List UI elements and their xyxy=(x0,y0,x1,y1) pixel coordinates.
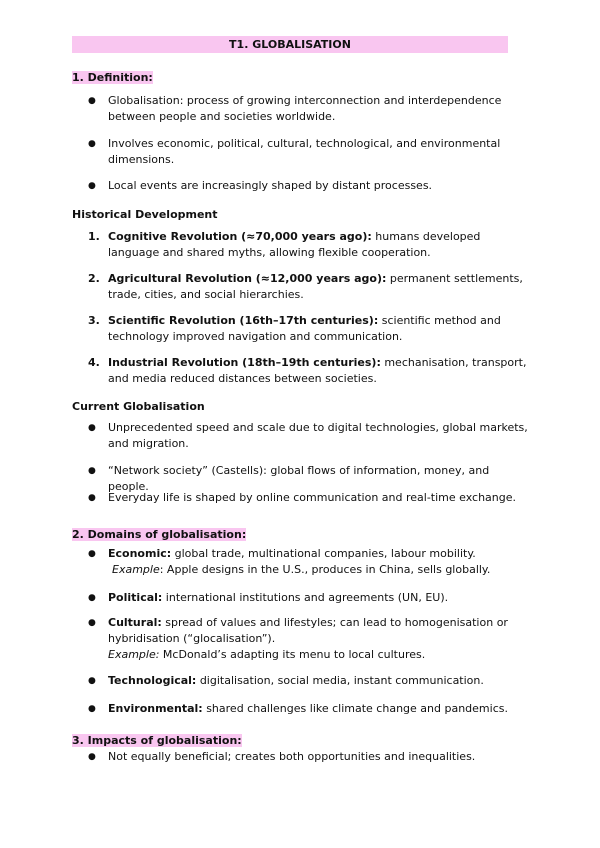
domain-economic-example-label: Example xyxy=(112,563,160,576)
domain-economic-example-text: : Apple designs in the U.S., produces in China, sells globally. xyxy=(159,563,491,576)
bullet-icon: ● xyxy=(88,752,96,762)
domain-environmental-bold: Environmental: xyxy=(108,702,203,715)
domain-economic xyxy=(108,546,528,578)
historical-item-2-text: permanent settlements, trade, cities, and social hierarchies. xyxy=(108,272,523,301)
historical-num-4: 4. xyxy=(88,356,100,369)
definition-bullet-2: Involves economic, political, cultural, technological, and environmental dimensions. xyxy=(108,137,501,166)
domain-cultural-example xyxy=(108,648,425,661)
bullet-icon: ● xyxy=(88,676,96,686)
historical-num-3: 3. xyxy=(88,314,100,327)
domain-cultural-bold: Cultural: xyxy=(108,616,162,629)
historical-item-1-text: humans developed language and shared myths, allowing flexible cooperation. xyxy=(108,230,481,259)
current-bullet-3: Everyday life is shaped by online communication and real-time exchange. xyxy=(108,491,517,504)
impacts-heading xyxy=(72,733,242,749)
domains-heading xyxy=(72,527,246,543)
current-bullet-2: “Network society” (Castells): global flows of information, money, and people. xyxy=(108,464,490,493)
bullet-icon: ● xyxy=(88,139,96,149)
bullet-icon: ● xyxy=(88,549,96,559)
domain-political-text: international institutions and agreements (UN, EU). xyxy=(162,591,449,604)
bullet-icon: ● xyxy=(88,423,96,433)
domain-technological-bold: Technological: xyxy=(108,674,197,687)
domain-environmental xyxy=(108,701,528,717)
definition-bullet-3: Local events are increasingly shaped by distant processes. xyxy=(108,179,433,192)
domain-cultural-text: spread of values and lifestyles; can lead to homogenisation or hybridisation (“glocalisation”). xyxy=(108,616,508,645)
definition-heading-text: 1. Definition: xyxy=(72,71,153,84)
historical-item-2-bold: Agricultural Revolution (≈12,000 years ago): xyxy=(108,272,387,285)
historical-item-1 xyxy=(108,229,528,261)
domain-technological-text: digitalisation, social media, instant communication. xyxy=(196,674,484,687)
bullet-icon: ● xyxy=(88,493,96,503)
current-bullet-1: Unprecedented speed and scale due to digital technologies, global markets, and migration. xyxy=(108,421,528,450)
domain-cultural-example-label: Example: xyxy=(108,648,160,661)
definition-heading xyxy=(72,70,153,86)
domain-technological xyxy=(108,673,528,689)
historical-num-2: 2. xyxy=(88,272,100,285)
bullet-icon: ● xyxy=(88,618,96,628)
domain-economic-text: global trade, multinational companies, labour mobility. xyxy=(171,547,476,560)
historical-item-3-text: scientific method and technology improved navigation and communication. xyxy=(108,314,501,343)
historical-item-3-bold: Scientific Revolution (16th–17th centuries): xyxy=(108,314,379,327)
historical-num-1: 1. xyxy=(88,230,100,243)
historical-heading: Historical Development xyxy=(72,208,218,221)
historical-item-4-text: mechanisation, transport, and media reduced distances between societies. xyxy=(108,356,527,385)
domain-cultural-example-text: McDonald’s adapting its menu to local cultures. xyxy=(159,648,426,661)
historical-item-3 xyxy=(108,313,528,345)
historical-item-2 xyxy=(108,271,528,303)
bullet-icon: ● xyxy=(88,466,96,476)
document-title: T1. GLOBALISATION xyxy=(72,36,508,53)
domains-heading-text: 2. Domains of globalisation: xyxy=(72,528,247,541)
definition-bullet-1: Globalisation: process of growing interconnection and interdependence between people and societies worldwide. xyxy=(108,94,502,123)
domain-political xyxy=(108,590,528,606)
bullet-icon: ● xyxy=(88,704,96,714)
domain-cultural xyxy=(108,615,528,663)
bullet-icon: ● xyxy=(88,593,96,603)
current-heading: Current Globalisation xyxy=(72,400,205,413)
bullet-icon: ● xyxy=(88,181,96,191)
historical-item-4-bold: Industrial Revolution (18th–19th centuries): xyxy=(108,356,381,369)
domain-political-bold: Political: xyxy=(108,591,163,604)
bullet-icon: ● xyxy=(88,96,96,106)
domain-environmental-text: shared challenges like climate change and pandemics. xyxy=(202,702,508,715)
historical-item-4 xyxy=(108,355,528,387)
impacts-bullet-1: Not equally beneficial; creates both opportunities and inequalities. xyxy=(108,750,476,763)
domain-economic-bold: Economic: xyxy=(108,547,172,560)
impacts-heading-text: 3. Impacts of globalisation: xyxy=(72,734,242,747)
domain-economic-example xyxy=(108,563,490,576)
historical-item-1-bold: Cognitive Revolution (≈70,000 years ago): xyxy=(108,230,372,243)
